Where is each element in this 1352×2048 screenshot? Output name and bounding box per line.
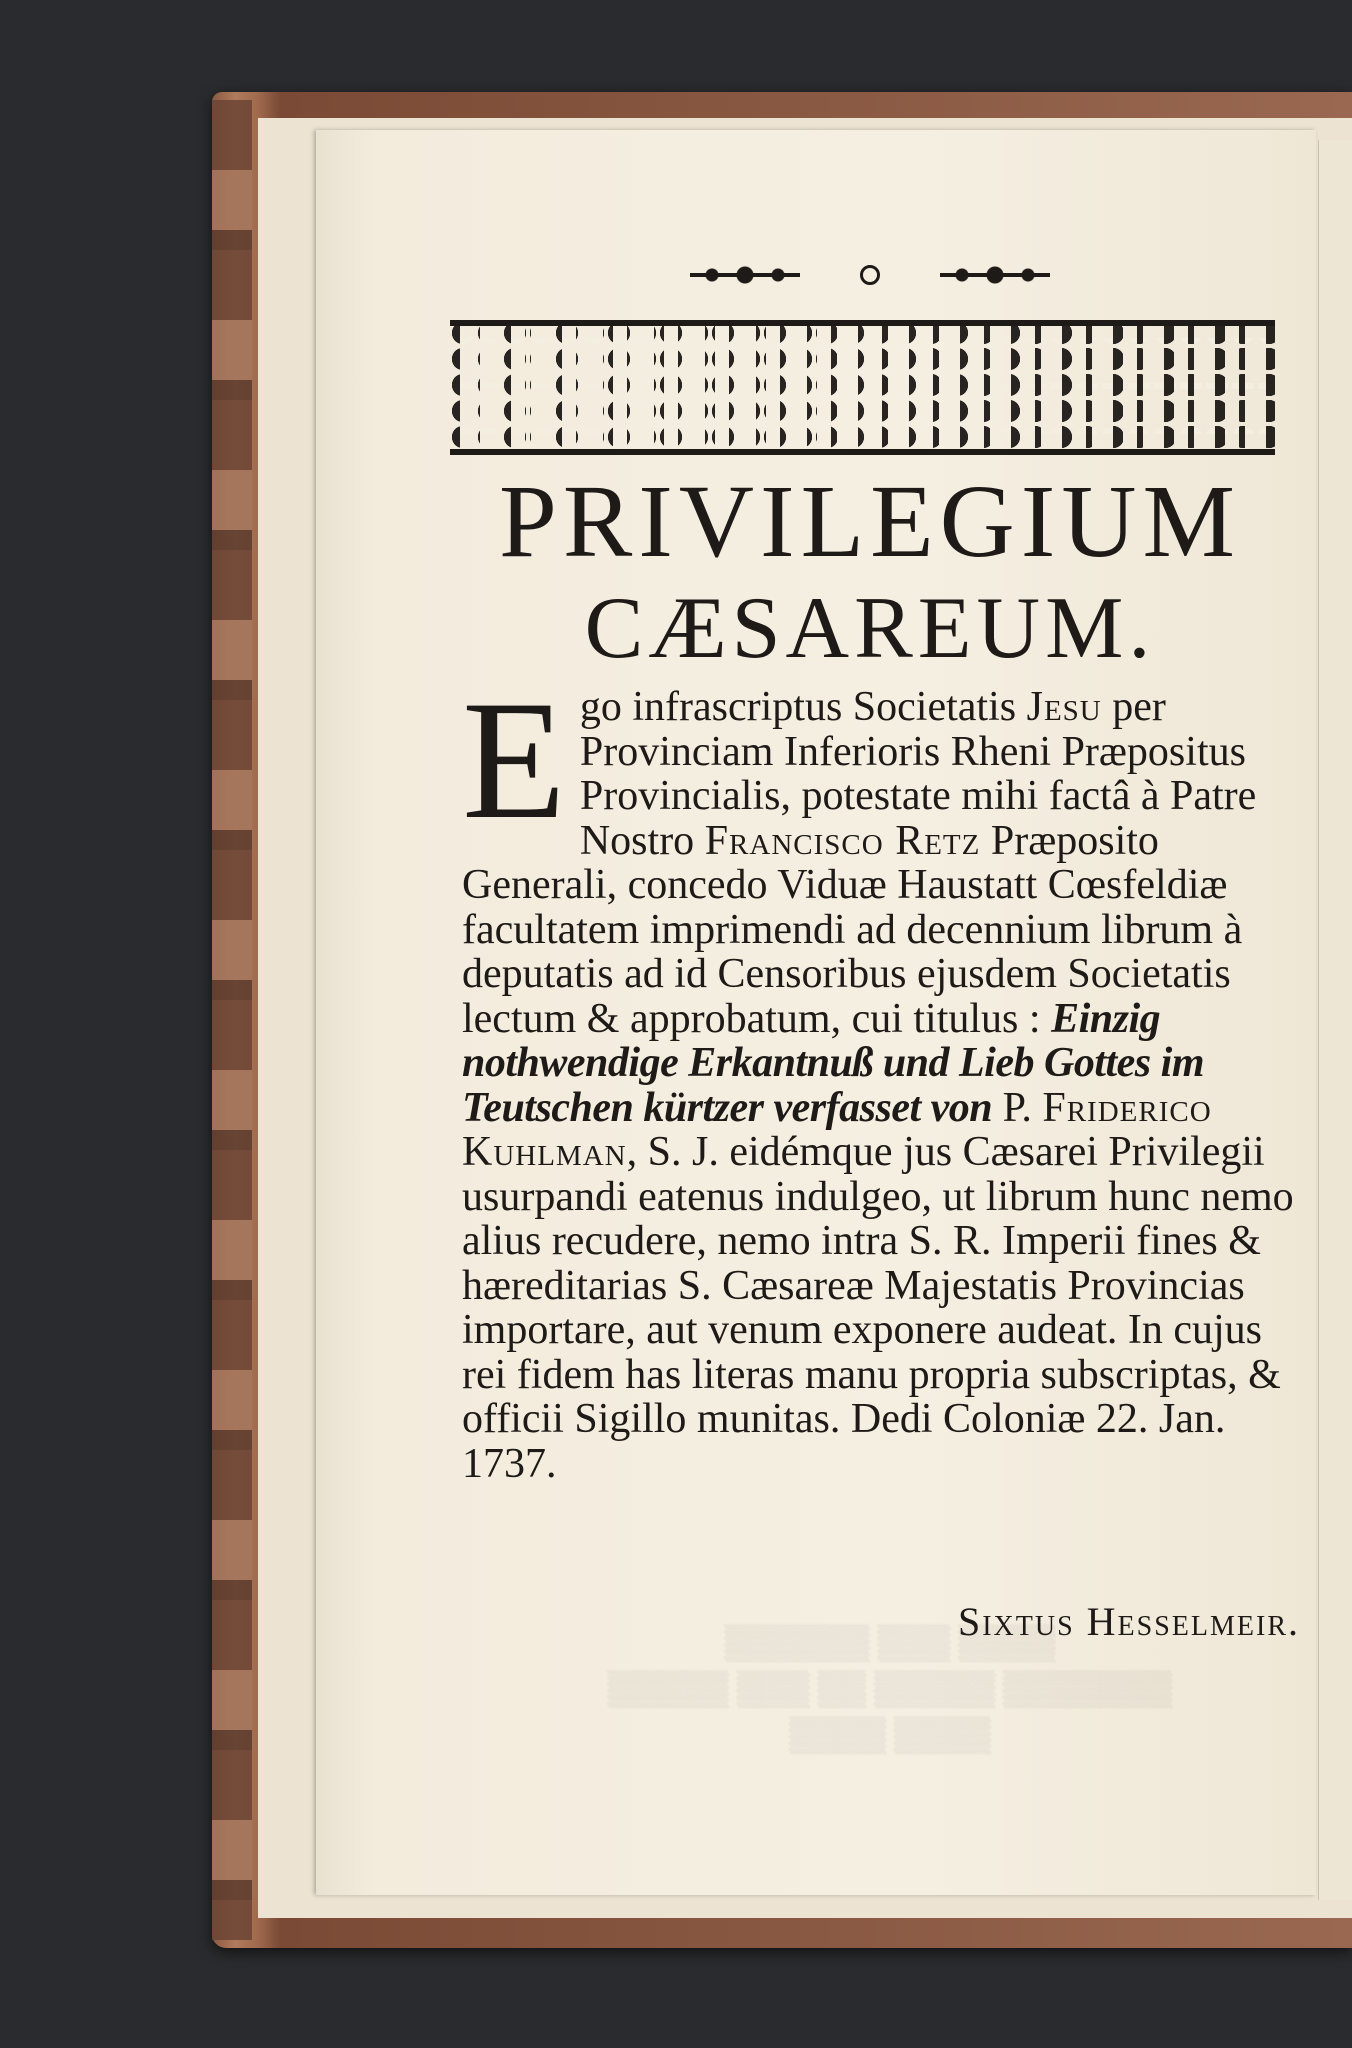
facing-page-edge (1318, 140, 1352, 1900)
name-jesu: Jesu (1026, 684, 1102, 730)
name-francisco-retz: Francisco Retz (704, 817, 981, 864)
decorative-band-frame (450, 320, 1275, 455)
book-edge (212, 100, 252, 1940)
german-book-title: Einzig nothwendige Erkantnuß und Lieb Gottes im Teutschen kürtzer verfasset von (462, 995, 1204, 1131)
privilege-text (462, 666, 1297, 1487)
title-line-2: CÆSAREUM. (584, 580, 1156, 677)
ornament-center-dot (860, 265, 880, 285)
text-segment: go infrascriptus Societatis (579, 684, 1027, 730)
ornament-left (690, 255, 800, 295)
show-through-text: ▒▒▒▒ ▒▒▒ ▒▒▒▒▒▒ ▒▒▒▒▒▒▒ ▒▒▒▒▒ ▒▒ ▒▒▒ ▒▒▒▒▒ ▒▒▒▒ ▒▒▒▒ (608, 1624, 1172, 1753)
text-segment: per Provinciam Inferioris Rheni Præpositus Provincialis, potestate mihi factâ à Patre Nostro (579, 684, 1257, 864)
text-segment: Præposito Generali, concedo Viduæ Haustatt Cœsfeldiæ facultatem imprimendi ad decennium librum à deputatis ad id Censoribus ejusdem Societatis lectum & approbatum, cui titulus : (462, 817, 1243, 1042)
top-ornament (690, 250, 1050, 300)
drop-cap: E (462, 666, 566, 854)
title-line-1: PRIVILEGIUM (499, 464, 1241, 579)
author-name: Friderico Kuhlman (462, 1084, 1212, 1175)
text-segment: , S. J. eidémque jus Cæsarei Privilegii usurpandi eatenus indulgeo, ut librum hunc nemo alius recudere, nemo intra S. R. Imperii fines & hæreditarias S. Cæsareæ Majestatis Provincias importare, aut venum exponere audeat. In cujus rei fidem has literas manu propria subscriptas, & officii Sigillo munitas. Dedi Coloniæ 22. Jan. 1737. (462, 1129, 1294, 1487)
signature: Sixtus Hesselmeir. (957, 1599, 1300, 1644)
text-segment: P. (992, 1084, 1043, 1131)
ornament-right (940, 255, 1050, 295)
